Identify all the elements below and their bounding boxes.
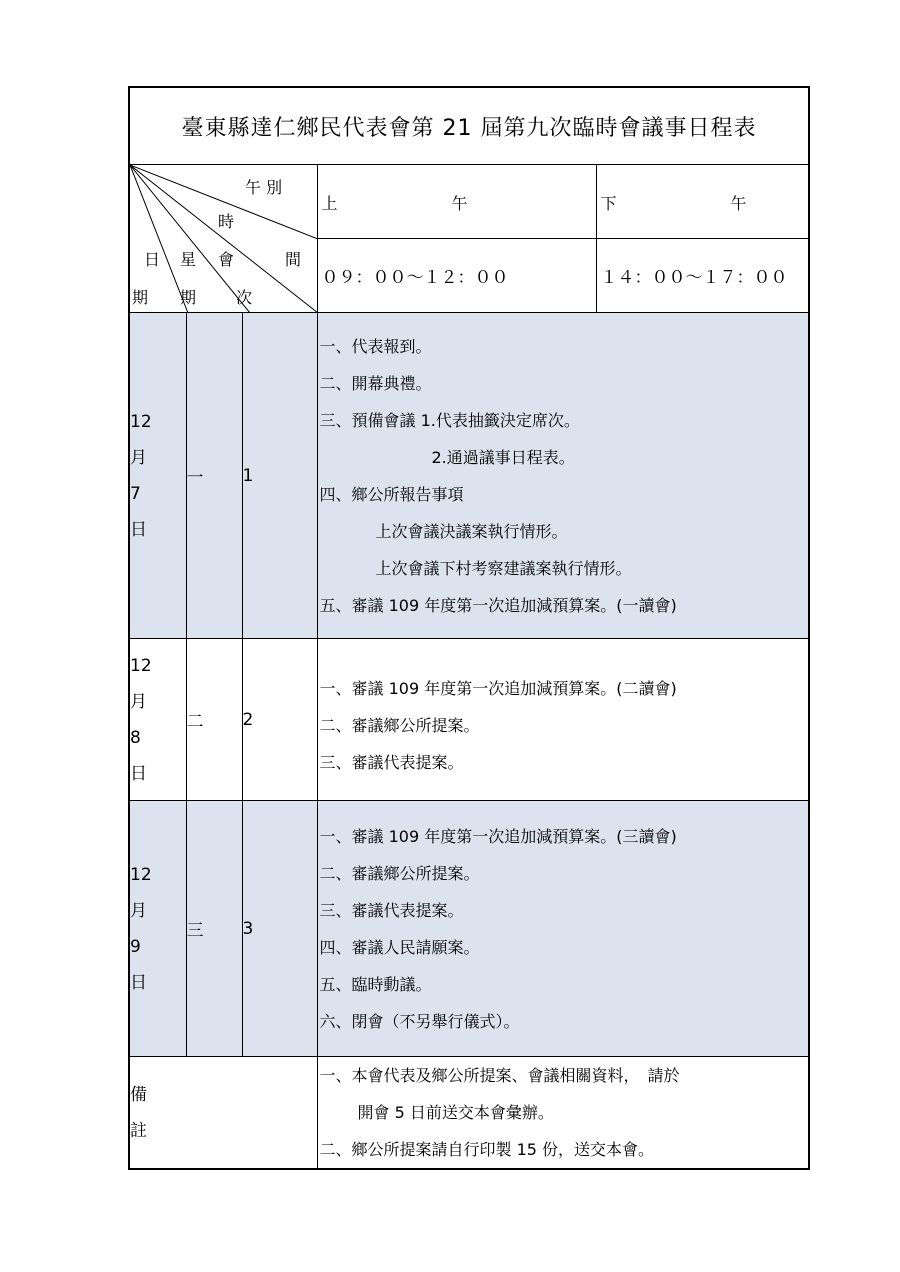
agenda-item: 五、審議 109 年度第一次追加減預算案。(一讀會) xyxy=(319,595,677,615)
remark-item: 一、本會代表及鄉公所提案、會議相關資料， 請於 xyxy=(319,1066,680,1085)
day3-session: 3 xyxy=(242,801,317,1057)
pm-time: １４：００～１７：００ xyxy=(596,239,809,313)
remark-item: 開會 5 日前送交本會彙辦。 xyxy=(357,1103,554,1122)
day1-date: 12 月 7 日 xyxy=(129,313,186,639)
corner-label-shi: 時 xyxy=(218,212,235,231)
pm-label-1: 下 xyxy=(600,194,617,213)
corner-label-wu-bie: 午 別 xyxy=(245,178,283,197)
agenda-item: 2.通過議事日程表。 xyxy=(431,447,575,467)
corner-label-hui: 會 xyxy=(218,250,235,269)
agenda-item: 四、鄉公所報告事項 xyxy=(319,484,464,504)
agenda-item: 二、開幕典禮。 xyxy=(319,373,432,393)
corner-label-qi2: 期 xyxy=(180,288,197,307)
agenda-item: 一、審議 109 年度第一次追加減預算案。(三讀會) xyxy=(319,826,677,846)
am-time: ０９：００～１２：００ xyxy=(317,239,596,313)
corner-label-xing: 星 xyxy=(180,250,197,269)
remarks-content xyxy=(317,1057,809,1170)
day2-session: 2 xyxy=(242,639,317,801)
corner-label-ci: 次 xyxy=(236,288,253,307)
agenda-item: 三、審議代表提案。 xyxy=(319,900,464,920)
agenda-item: 四、審議人民請願案。 xyxy=(319,937,480,957)
corner-label-qi1: 期 xyxy=(132,288,149,307)
am-label-1: 上 xyxy=(321,194,338,213)
agenda-item: 二、審議鄉公所提案。 xyxy=(319,716,480,735)
day3-date: 12 月 9 日 xyxy=(129,801,186,1057)
remark-item: 二、鄉公所提案請自行印製 15 份，送交本會。 xyxy=(319,1140,655,1159)
day2-weekday: 二 xyxy=(186,639,242,801)
day1-weekday: 一 xyxy=(186,313,242,639)
corner-label-ri: 日 xyxy=(144,250,161,269)
agenda-item: 五、臨時動議。 xyxy=(319,974,432,994)
agenda-item: 上次會議下村考察建議案執行情形。 xyxy=(375,558,632,578)
pm-label-2: 午 xyxy=(730,194,747,213)
schedule-table xyxy=(128,86,810,1170)
corner-header-cell xyxy=(129,165,317,313)
agenda-item: 一、代表報到。 xyxy=(319,336,432,356)
agenda-item: 一、審議 109 年度第一次追加減預算案。(二讀會) xyxy=(319,679,677,698)
agenda-item: 二、審議鄉公所提案。 xyxy=(319,863,480,883)
corner-label-jian: 間 xyxy=(285,250,302,269)
day2-agenda xyxy=(317,639,809,801)
day1-agenda xyxy=(317,313,809,639)
day2-date: 12 月 8 日 xyxy=(129,639,186,801)
agenda-item: 上次會議決議案執行情形。 xyxy=(375,521,568,541)
corner-diagonal-lines xyxy=(130,165,318,313)
pm-header-cell xyxy=(596,165,809,239)
am-header-cell xyxy=(317,165,596,239)
day3-weekday: 三 xyxy=(186,801,242,1057)
am-label-2: 午 xyxy=(451,194,468,213)
agenda-item: 三、審議代表提案。 xyxy=(319,753,464,772)
page-title: 臺東縣達仁鄉民代表會第 21 屆第九次臨時會議事日程表 xyxy=(129,87,809,165)
remarks-label: 備 註 xyxy=(129,1057,317,1170)
day1-session: 1 xyxy=(242,313,317,639)
agenda-item: 三、預備會議 1.代表抽籤決定席次。 xyxy=(319,410,580,430)
day3-agenda xyxy=(317,801,809,1057)
agenda-item: 六、閉會（不另舉行儀式）。 xyxy=(319,1011,520,1031)
